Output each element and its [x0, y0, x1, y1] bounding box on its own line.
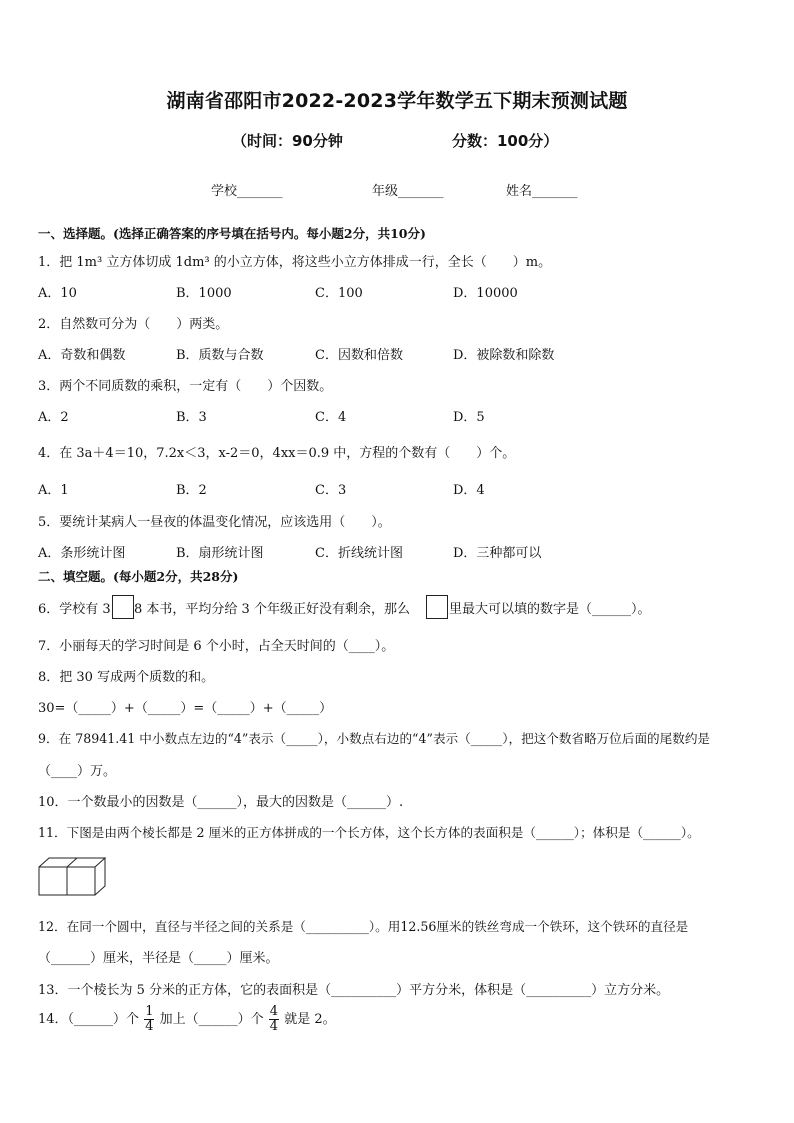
time-limit: （时间：90分钟	[232, 132, 343, 150]
question: （______）厘米，半径是（_____）厘米。	[38, 951, 279, 966]
grade-field: 年级_______	[372, 184, 444, 199]
question: 6．学校有 3	[38, 602, 111, 617]
fraction-numerator: 4	[269, 1004, 279, 1019]
question: 8．把 30 写成两个质数的和。	[38, 670, 215, 685]
question-14	[38, 1005, 336, 1035]
question: 里最大可以填的数字是（______）。	[449, 602, 651, 617]
option: B．3	[176, 410, 207, 425]
option: A．2	[38, 410, 69, 425]
question: 7．小丽每天的学习时间是 6 个小时，占全天时间的（____）。	[38, 639, 395, 654]
fraction-denominator: 4	[269, 1019, 279, 1034]
option: C．4	[315, 410, 347, 425]
question: 3．两个不同质数的乘积，一定有（ ）个因数。	[38, 379, 333, 394]
school-field: 学校_______	[211, 184, 283, 199]
question: 1．把 1m³ 立方体切成 1dm³ 的小立方体，将这些小立方体排成一行，全长（ ）m。	[38, 255, 552, 270]
section-heading: 一、选择题。(选择正确答案的序号填在括号内。每小题2分，共10分)	[38, 226, 426, 241]
fraction-numerator: 1	[145, 1004, 154, 1019]
option: B．1000	[176, 286, 232, 301]
option: C．100	[315, 286, 363, 301]
question: 8 本书，平均分给 3 个年级正好没有剩余，那么	[134, 602, 410, 617]
question: 4．在 3a＋4＝10，7.2x＜3，x-2＝0，4xx＝0.9 中，方程的个数有（ ）个。	[38, 446, 516, 461]
question: 30=（_____）+（_____）=（_____）+（_____）	[38, 701, 333, 716]
fraction	[144, 1005, 154, 1034]
option: A．1	[38, 483, 69, 498]
name-field: 姓名_______	[506, 184, 578, 199]
option: B．2	[176, 483, 207, 498]
option: D．三种都可以	[453, 546, 542, 561]
cuboid-figure	[38, 857, 110, 897]
blank-box	[426, 595, 448, 619]
option: D．4	[453, 483, 485, 498]
section-heading: 二、填空题。(每小题2分，共28分)	[38, 569, 239, 584]
question: （____）万。	[38, 764, 117, 779]
option: C．折线统计图	[315, 546, 403, 561]
question-text: 加上（______）个	[159, 1012, 264, 1027]
question: 11．下图是由两个棱长都是 2 厘米的正方体拼成的一个长方体，这个长方体的表面积是（______）；体积是（______）。	[38, 825, 700, 840]
option: C．3	[315, 483, 347, 498]
option: D．5	[453, 410, 485, 425]
question: 12．在同一个圆中，直径与半径之间的关系是（__________）。用12.56厘米的铁丝弯成一个铁环，这个铁环的直径是	[38, 919, 689, 934]
option: A．奇数和偶数	[38, 348, 126, 363]
option: A．条形统计图	[38, 546, 126, 561]
blank-box	[112, 595, 134, 619]
question-text: 14．（______）个	[38, 1012, 140, 1027]
question-text: 就是 2。	[284, 1012, 336, 1027]
option: B．质数与合数	[176, 348, 264, 363]
fraction	[269, 1005, 279, 1034]
option: D．10000	[453, 286, 518, 301]
option: B．扇形统计图	[176, 546, 264, 561]
question: 13．一个棱长为 5 分米的正方体，它的表面积是（__________）平方分米，体积是（__________）立方分米。	[38, 983, 670, 998]
option: C．因数和倍数	[315, 348, 403, 363]
option: A．10	[38, 286, 77, 301]
page-title: 湖南省邵阳市2022-2023学年数学五下期末预测试题	[166, 90, 628, 112]
question: 9．在 78941.41 中小数点左边的“4”表示（_____），小数点右边的“4”表示（_____），把这个数省略万位后面的尾数约是	[38, 731, 711, 746]
question: 5．要统计某病人一昼夜的体温变化情况，应该选用（ ）。	[38, 515, 391, 530]
question: 10．一个数最小的因数是（______），最大的因数是（______）.	[38, 795, 404, 810]
fraction-denominator: 4	[145, 1019, 154, 1034]
question: 2．自然数可分为（ ）两类。	[38, 317, 229, 332]
total-score: 分数：100分）	[452, 132, 559, 150]
option: D．被除数和除数	[453, 348, 555, 363]
